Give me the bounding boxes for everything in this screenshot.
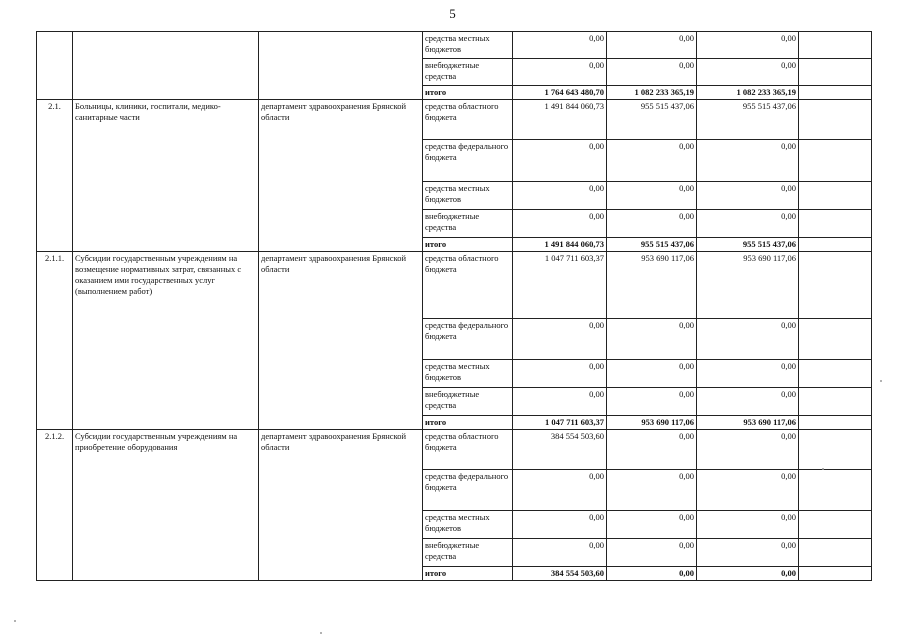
funding-source: итого — [423, 567, 513, 581]
funding-source: средства областного бюджета — [423, 430, 513, 470]
amount-year-1: 0,00 — [513, 140, 607, 182]
empty-cell — [799, 511, 872, 539]
funding-source: итого — [423, 416, 513, 430]
amount-year-1: 1 047 711 603,37 — [513, 252, 607, 319]
amount-year-2: 0,00 — [607, 567, 697, 581]
item-number — [37, 32, 73, 100]
empty-cell — [799, 360, 872, 388]
item-title: Субсидии государственным учреждениям на возмещение нормативных затрат, связанных с оказанием ими государственных услуг (выполнением работ) — [73, 252, 259, 430]
amount-year-1: 0,00 — [513, 539, 607, 567]
amount-year-2: 0,00 — [607, 140, 697, 182]
amount-year-2: 0,00 — [607, 388, 697, 416]
funding-source: средства областного бюджета — [423, 252, 513, 319]
amount-year-2: 0,00 — [607, 430, 697, 470]
amount-year-3: 0,00 — [697, 567, 799, 581]
amount-year-2: 1 082 233 365,19 — [607, 86, 697, 100]
amount-year-1: 0,00 — [513, 32, 607, 59]
amount-year-3: 0,00 — [697, 210, 799, 238]
amount-year-3: 955 515 437,06 — [697, 238, 799, 252]
scan-speck — [320, 632, 322, 634]
source-row — [37, 252, 872, 319]
amount-year-3: 0,00 — [697, 319, 799, 360]
funding-source: средства областного бюджета — [423, 100, 513, 140]
item-number: 2.1.2. — [37, 430, 73, 581]
item-executor: департамент здравоохранения Брянской области — [259, 100, 423, 252]
empty-cell — [799, 319, 872, 360]
empty-cell — [799, 252, 872, 319]
funding-source: внебюджетные средства — [423, 539, 513, 567]
amount-year-3: 0,00 — [697, 470, 799, 511]
amount-year-1: 0,00 — [513, 59, 607, 86]
funding-source: итого — [423, 238, 513, 252]
amount-year-3: 0,00 — [697, 388, 799, 416]
funding-source: средства местных бюджетов — [423, 511, 513, 539]
funding-source: средства федерального бюджета — [423, 470, 513, 511]
amount-year-2: 0,00 — [607, 182, 697, 210]
funding-source: средства федерального бюджета — [423, 140, 513, 182]
amount-year-3: 0,00 — [697, 430, 799, 470]
empty-cell — [799, 59, 872, 86]
amount-year-1: 0,00 — [513, 360, 607, 388]
empty-cell — [799, 388, 872, 416]
item-executor — [259, 32, 423, 100]
amount-year-2: 955 515 437,06 — [607, 238, 697, 252]
amount-year-1: 0,00 — [513, 182, 607, 210]
amount-year-2: 0,00 — [607, 470, 697, 511]
source-row — [37, 32, 872, 59]
amount-year-1: 384 554 503,60 — [513, 430, 607, 470]
funding-source: итого — [423, 86, 513, 100]
amount-year-2: 955 515 437,06 — [607, 100, 697, 140]
funding-source: средства местных бюджетов — [423, 360, 513, 388]
funding-source: внебюджетные средства — [423, 59, 513, 86]
amount-year-1: 0,00 — [513, 319, 607, 360]
empty-cell — [799, 210, 872, 238]
amount-year-3: 0,00 — [697, 59, 799, 86]
empty-cell — [799, 100, 872, 140]
empty-cell — [799, 140, 872, 182]
item-title: Субсидии государственным учреждениям на приобретение оборудования — [73, 430, 259, 581]
funding-source: средства федерального бюджета — [423, 319, 513, 360]
empty-cell — [799, 470, 872, 511]
amount-year-1: 1 764 643 480,70 — [513, 86, 607, 100]
empty-cell — [799, 567, 872, 581]
funding-source: внебюджетные средства — [423, 388, 513, 416]
empty-cell — [799, 32, 872, 59]
empty-cell — [799, 430, 872, 470]
amount-year-1: 384 554 503,60 — [513, 567, 607, 581]
amount-year-3: 953 690 117,06 — [697, 252, 799, 319]
funding-source: средства местных бюджетов — [423, 32, 513, 59]
source-row — [37, 430, 872, 470]
scan-speck — [822, 468, 824, 470]
amount-year-2: 0,00 — [607, 360, 697, 388]
empty-cell — [799, 182, 872, 210]
empty-cell — [799, 539, 872, 567]
amount-year-1: 1 491 844 060,73 — [513, 100, 607, 140]
item-executor: департамент здравоохранения Брянской области — [259, 252, 423, 430]
amount-year-3: 955 515 437,06 — [697, 100, 799, 140]
item-number: 2.1. — [37, 100, 73, 252]
amount-year-1: 0,00 — [513, 511, 607, 539]
page-number: 5 — [449, 6, 456, 21]
amount-year-2: 0,00 — [607, 210, 697, 238]
amount-year-2: 953 690 117,06 — [607, 416, 697, 430]
amount-year-1: 0,00 — [513, 210, 607, 238]
amount-year-2: 953 690 117,06 — [607, 252, 697, 319]
amount-year-3: 953 690 117,06 — [697, 416, 799, 430]
amount-year-3: 0,00 — [697, 182, 799, 210]
empty-cell — [799, 238, 872, 252]
amount-year-2: 0,00 — [607, 319, 697, 360]
item-title: Больницы, клиники, госпитали, медико-санитарные части — [73, 100, 259, 252]
item-number: 2.1.1. — [37, 252, 73, 430]
amount-year-1: 0,00 — [513, 388, 607, 416]
amount-year-3: 0,00 — [697, 539, 799, 567]
amount-year-3: 1 082 233 365,19 — [697, 86, 799, 100]
amount-year-3: 0,00 — [697, 360, 799, 388]
amount-year-3: 0,00 — [697, 511, 799, 539]
funding-source: средства местных бюджетов — [423, 182, 513, 210]
source-row — [37, 100, 872, 140]
funding-source: внебюджетные средства — [423, 210, 513, 238]
amount-year-3: 0,00 — [697, 32, 799, 59]
scan-speck — [14, 620, 16, 622]
budget-table — [36, 31, 872, 581]
scan-speck — [880, 380, 882, 382]
amount-year-2: 0,00 — [607, 511, 697, 539]
empty-cell — [799, 416, 872, 430]
amount-year-1: 1 047 711 603,37 — [513, 416, 607, 430]
item-executor: департамент здравоохранения Брянской области — [259, 430, 423, 581]
amount-year-1: 1 491 844 060,73 — [513, 238, 607, 252]
amount-year-2: 0,00 — [607, 32, 697, 59]
amount-year-2: 0,00 — [607, 59, 697, 86]
empty-cell — [799, 86, 872, 100]
amount-year-1: 0,00 — [513, 470, 607, 511]
item-title — [73, 32, 259, 100]
amount-year-3: 0,00 — [697, 140, 799, 182]
amount-year-2: 0,00 — [607, 539, 697, 567]
